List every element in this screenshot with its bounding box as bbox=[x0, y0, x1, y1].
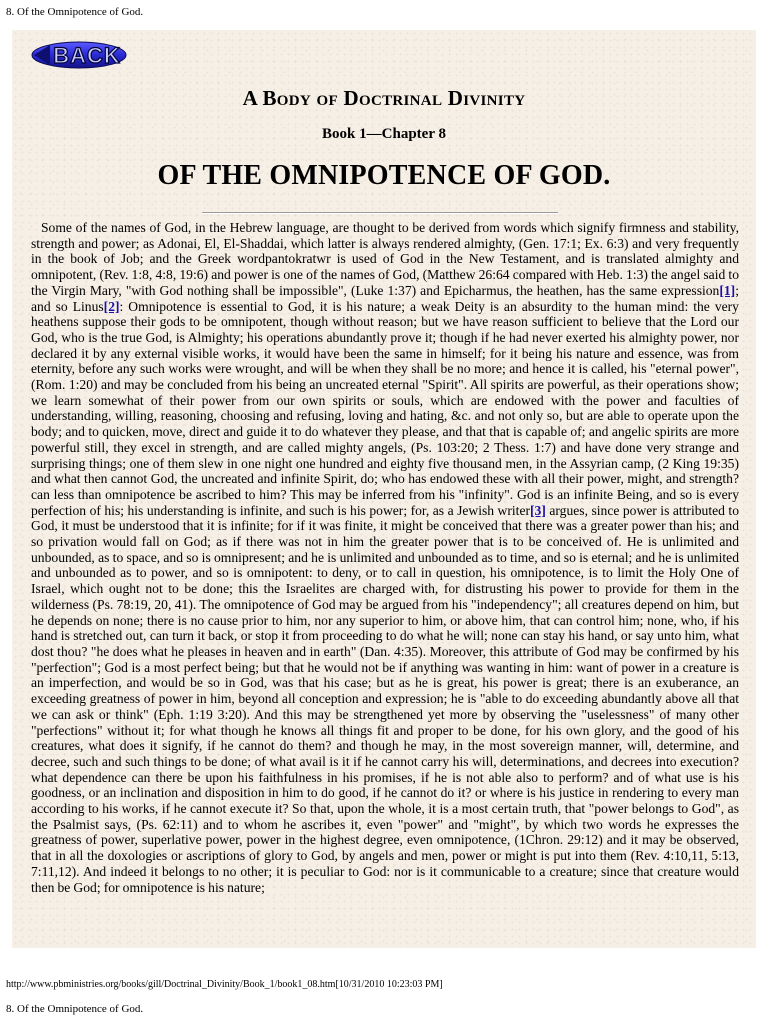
back-label: BACK bbox=[53, 43, 121, 68]
divider bbox=[202, 212, 558, 214]
body-text-segment: Some of the names of God, in the Hebrew language, are thought to be derived from words which signify firmness and stability, strength and power; as Adonai, El, El-Shaddai, which latter is always rendered almighty, (Gen. 17:1; Ex. 6:3) and very frequently in the book of Job; and the Greek wordpantokratwr is used of God in the New Testament, and is translated almighty and omnipotent, (Rev. 1:8, 4:8, 19:6) and power is one of the names of God, (Matthew 26:64 compared with Heb. 1:3) the angel said to the Virgin Mary, "with God nothing shall be impossible", (Luke 1:37) and Epicharmus, the heathen, has the same expression bbox=[31, 220, 739, 298]
back-arrow-icon bbox=[30, 40, 128, 70]
footnote-link-1[interactable]: [1] bbox=[719, 282, 736, 298]
book-title: A Body of Doctrinal Divinity bbox=[242, 86, 526, 110]
footnote-link-3[interactable]: [3] bbox=[530, 502, 546, 518]
chapter-subtitle: Book 1—Chapter 8 bbox=[322, 126, 446, 142]
print-footer-url: http://www.pbministries.org/books/gill/Doctrinal_Divinity/Book_1/book1_08.htm[10/31/2010 10:23:03 PM] bbox=[6, 979, 443, 990]
back-button[interactable] bbox=[30, 40, 128, 70]
body-text-segment: argues, since power is attributed to God, it must be understood that it is infinite; for if it was finite, it might be conceived that there was a greater power than his; and so privation would fall on God; as if there was not in him the greater power that is to be conceived of. He is unlimited and unbounded, as to space, and so is omnipresent; and he is unlimited and unbounded as to time, and so is eternal; and he is unlimited and unbounded as to power, and so is omnipotent: to deny, or to call in question, his omnipotence, is to limit the Holy One of Israel, which ought not to be done; this the Israelites are charged with, for distrusting his power to provide for them in the wilderness (Ps. 78:19, 20, 41). The omnipotence of God may be argued from his "independency"; all creatures depend on him, but he depends on none; there is no cause prior to him, nor any superior to him, or above him, that can control him; none, who, if his hand is stretched out, can turn it back, or stop it from proceeding to do what he will; none can stay his hand, or say unto him, what dost thou? "he does what he pleases in heaven and in earth" (Dan. 4:35). Moreover, this attribute of God may be confirmed by his "perfection"; God is a most perfect being; but that he would not be if anything was wanting in him: want of power in a creature is an imperfection, and would be so in God, was that his case; but as he is great, his power is great; there is an exuberance, an exceeding greatness of power in him, beyond all conception and expression; he is "able to do exceeding abundantly above all that we can ask or think" (Eph. 1:19 3:20). And this may be strengthened yet more by observing the "uselessness" of many other "perfections" without it; for what though he knows all things fit and proper to be done, for his own glory, and the good of his creatures, what does it signify, if he cannot do them? and though he may, in the most sovereign manner, will, determine, and decree, such and such things to be done; of what avail is it if he cannot carry his will, determinations, and decrees into execution? what dependence can there be upon his faithfulness in his promises, if he is not able also to perform? and of what use is his goodness, or an inclination and disposition in him to do good, if he cannot do it? or where is his justice in rendering to every man according to his works, if he cannot execute it? So that, upon the whole, it is a most certain truth, that "power belongs to God", as the Psalmist says, (Ps. 62:11) and to whom he ascribes it, even "power" and "might", by which two words he expresses the greatness of power, superlative power, power in the highest degree, even omnipotence, (1Chron. 29:12) and it may be observed, that in all the doxologies or ascriptions of glory to God, by angels and men, power or might is put into them (Rev. 4:10,11, 5:13, 7:11,12). And indeed it belongs to no other; it is peculiar to God: nor is it communicable to a creature; since that creature would then be God; for omnipotence is his nature; bbox=[31, 502, 739, 895]
body-text-segment: : Omnipotence is essential to God, it is his nature; a weak Deity is an absurdity to the human mind: the very heathens suppose their gods to be omnipotent, though without reason; but we have reason sufficient to believe that the Lord our God, who is the true God, is Almighty; his operations abundantly prove it; though if he had never exerted his almighty power, nor declared it by any external visible works, it would have been the same in himself; for it being his nature and essence, was from eternity, before any such works were wrought, and will be when they shall be no more; and hence it is called, his "eternal power", (Rom. 1:20) and may be concluded from his being an uncreated eternal "Spirit". All spirits are powerful, as their operations show; we learn somewhat of their power from our own spirits or souls, which are endowed with the power and faculties of understanding, willing, reasoning, choosing and refusing, loving and hating, &c. and not only so, but are able to operate upon the body; and to quicken, move, direct and guide it to do whatever they please, and that that is capable of; and angelic spirits are more powerful still, they excel in strength, and are called mighty angels, (Ps. 103:20; 2 Thess. 1:7) and have done very strange and surprising things; one of them slew in one night one hundred and eighty five thousand men, in the Assyrian camp, (2 King 19:35) and what then cannot God, the uncreated and infinite Spirit, do; who has endowed these with all their power, might, and strength? can less than omnipotence be ascribed to him? This may be inferred from his "infinity". God is an infinite Being, and so is every perfection of his; his understanding is infinite, and such is his power; for, as a Jewish writer bbox=[31, 298, 739, 518]
document-page bbox=[12, 30, 756, 948]
footnote-link-2[interactable]: [2] bbox=[103, 298, 120, 314]
print-footer-title: 8. Of the Omnipotence of God. bbox=[6, 1003, 144, 1015]
print-header-title: 8. Of the Omnipotence of God. bbox=[6, 6, 144, 18]
chapter-heading: OF THE OMNIPOTENCE OF GOD. bbox=[157, 160, 611, 191]
body-text-segment: ; and so Linus bbox=[31, 282, 739, 314]
body-paragraph bbox=[31, 220, 739, 895]
